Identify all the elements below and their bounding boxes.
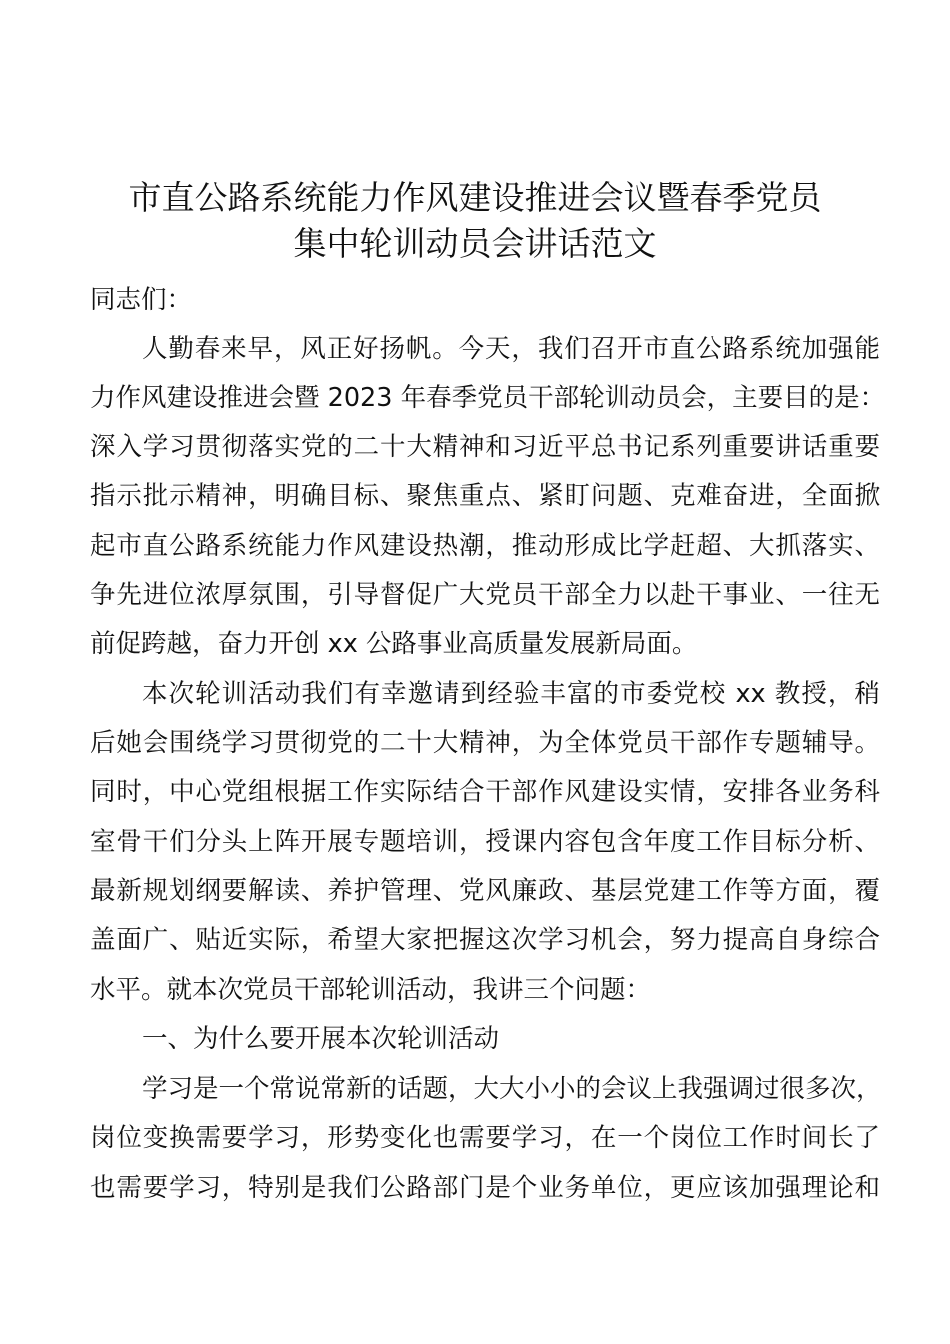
paragraph-2-line: 室骨干们分头上阵开展专题培训，授课内容包含年度工作目标分析、 [90, 827, 880, 857]
paragraph-1-line: 前促跨越，奋力开创 xx 公路事业高质量发展新局面。 [90, 629, 698, 659]
paragraph-2-line: 盖面广、贴近实际，希望大家把握这次学习机会，努力提高自身综合 [90, 925, 880, 955]
paragraph-1-line: 指示批示精神，明确目标、聚焦重点、紧盯问题、克难奋进，全面掀 [90, 481, 880, 511]
paragraph-2-line: 同时，中心党组根据工作实际结合干部作风建设实情，安排各业务科 [90, 777, 880, 807]
paragraph-2-line: 本次轮训活动我们有幸邀请到经验丰富的市委党校 xx 教授，稍 [142, 679, 880, 709]
document-title-line-1: 市直公路系统能力作风建设推进会议暨春季党员 [128, 178, 822, 217]
paragraph-1-line: 人勤春来早，风正好扬帆。今天，我们召开市直公路系统加强能 [142, 334, 880, 364]
paragraph-1-line: 起市直公路系统能力作风建设热潮，推动形成比学赶超、大抓落实、 [90, 531, 880, 561]
paragraph-2-line: 水平。就本次党员干部轮训活动，我讲三个问题： [90, 975, 652, 1005]
paragraph-1-line: 争先进位浓厚氛围，引导督促广大党员干部全力以赴干事业、一往无 [90, 580, 880, 610]
paragraph-3-line: 岗位变换需要学习，形势变化也需要学习，在一个岗位工作时间长了 [90, 1123, 880, 1153]
paragraph-1-line: 力作风建设推进会暨 2023 年春季党员干部轮训动员会，主要目的是： [90, 383, 886, 413]
paragraph-1-line: 深入学习贯彻落实党的二十大精神和习近平总书记系列重要讲话重要 [90, 432, 880, 462]
document-title-line-2: 集中轮训动员会讲话范文 [293, 224, 657, 263]
paragraph-2-line: 后她会围绕学习贯彻党的二十大精神，为全体党员干部作专题辅导。 [90, 728, 880, 758]
paragraph-2-line: 最新规划纲要解读、养护管理、党风廉政、基层党建工作等方面，覆 [90, 876, 880, 906]
paragraph-3-line: 学习是一个常说常新的话题，大大小小的会议上我强调过很多次， [142, 1074, 882, 1104]
section-heading-1: 一、为什么要开展本次轮训活动 [142, 1024, 500, 1054]
salutation: 同志们： [90, 285, 193, 315]
paragraph-3-line: 也需要学习，特别是我们公路部门是个业务单位，更应该加强理论和 [90, 1173, 880, 1203]
